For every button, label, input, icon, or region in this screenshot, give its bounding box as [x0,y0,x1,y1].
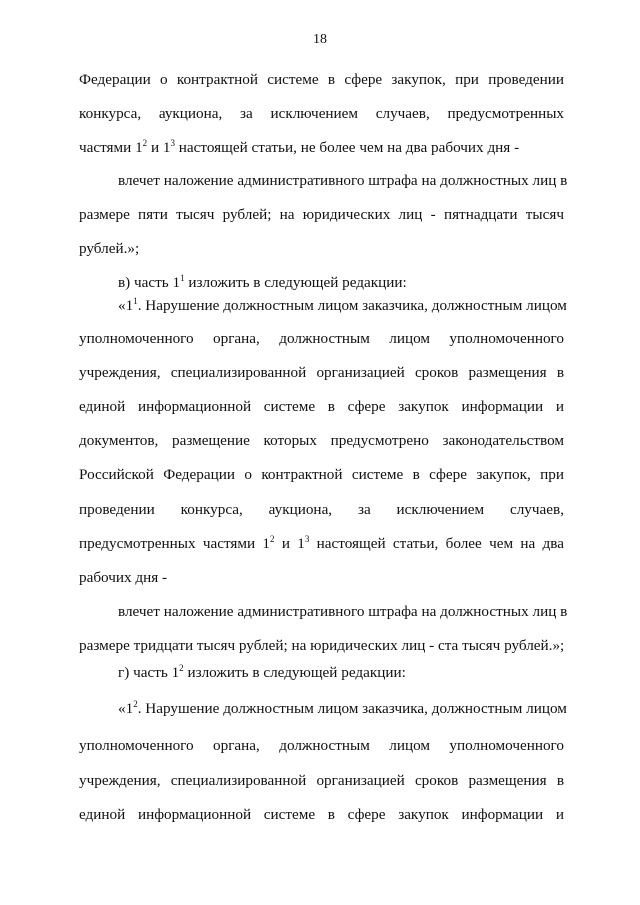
text-line: влечет наложение административного штрафа на должностных лиц в [118,172,568,189]
text-line: конкурса, аукциона, за исключением случаев, предусмотренных [79,105,564,122]
text-line: г) часть $1^2$ изложить в следующей редакции: [118,662,406,681]
text-line: проведении конкурса, аукциона, за исключением случаев, [79,501,564,518]
text-line: «$1^2$. Нарушение должностным лицом заказчика, должностным лицом [118,698,567,717]
text-line: учреждения, специализированной организацией сроков размещения в [79,364,564,381]
text-line: «$1^1$. Нарушение должностным лицом заказчика, должностным лицом [118,295,567,314]
text-line: рабочих дня - [79,569,168,586]
text-line: предусмотренных частями $1^2$ и $1^3$ настоящей статьи, более чем на два [79,533,564,552]
text-line: Российской Федерации о контрактной системе в сфере закупок, при [79,466,564,483]
text-line: единой информационной системе в сфере закупок информации и [79,806,564,823]
text-line: в) часть $1^1$ изложить в следующей редакции: [118,272,407,291]
page-number: 18 [313,32,327,47]
text-line: Федерации о контрактной системе в сфере закупок, при проведении [79,71,564,88]
text-line: единой информационной системе в сфере закупок информации и [79,398,564,415]
text-line: уполномоченного органа, должностным лицом уполномоченного [79,330,564,347]
text-line: уполномоченного органа, должностным лицом уполномоченного [79,737,564,754]
text-line: размере тридцати тысяч рублей; на юридических лиц - ста тысяч рублей.»; [79,637,565,654]
text-line: рублей.»; [79,240,140,257]
text-line: влечет наложение административного штрафа на должностных лиц в [118,603,568,620]
text-line: размере пяти тысяч рублей; на юридических лиц - пятнадцати тысяч [79,206,564,223]
text-line: частями $1^2$ и $1^3$ настоящей статьи, не более чем на два рабочих дня - [79,137,520,156]
text-line: учреждения, специализированной организацией сроков размещения в [79,772,564,789]
text-line: документов, размещение которых предусмотрено законодательством [79,432,564,449]
